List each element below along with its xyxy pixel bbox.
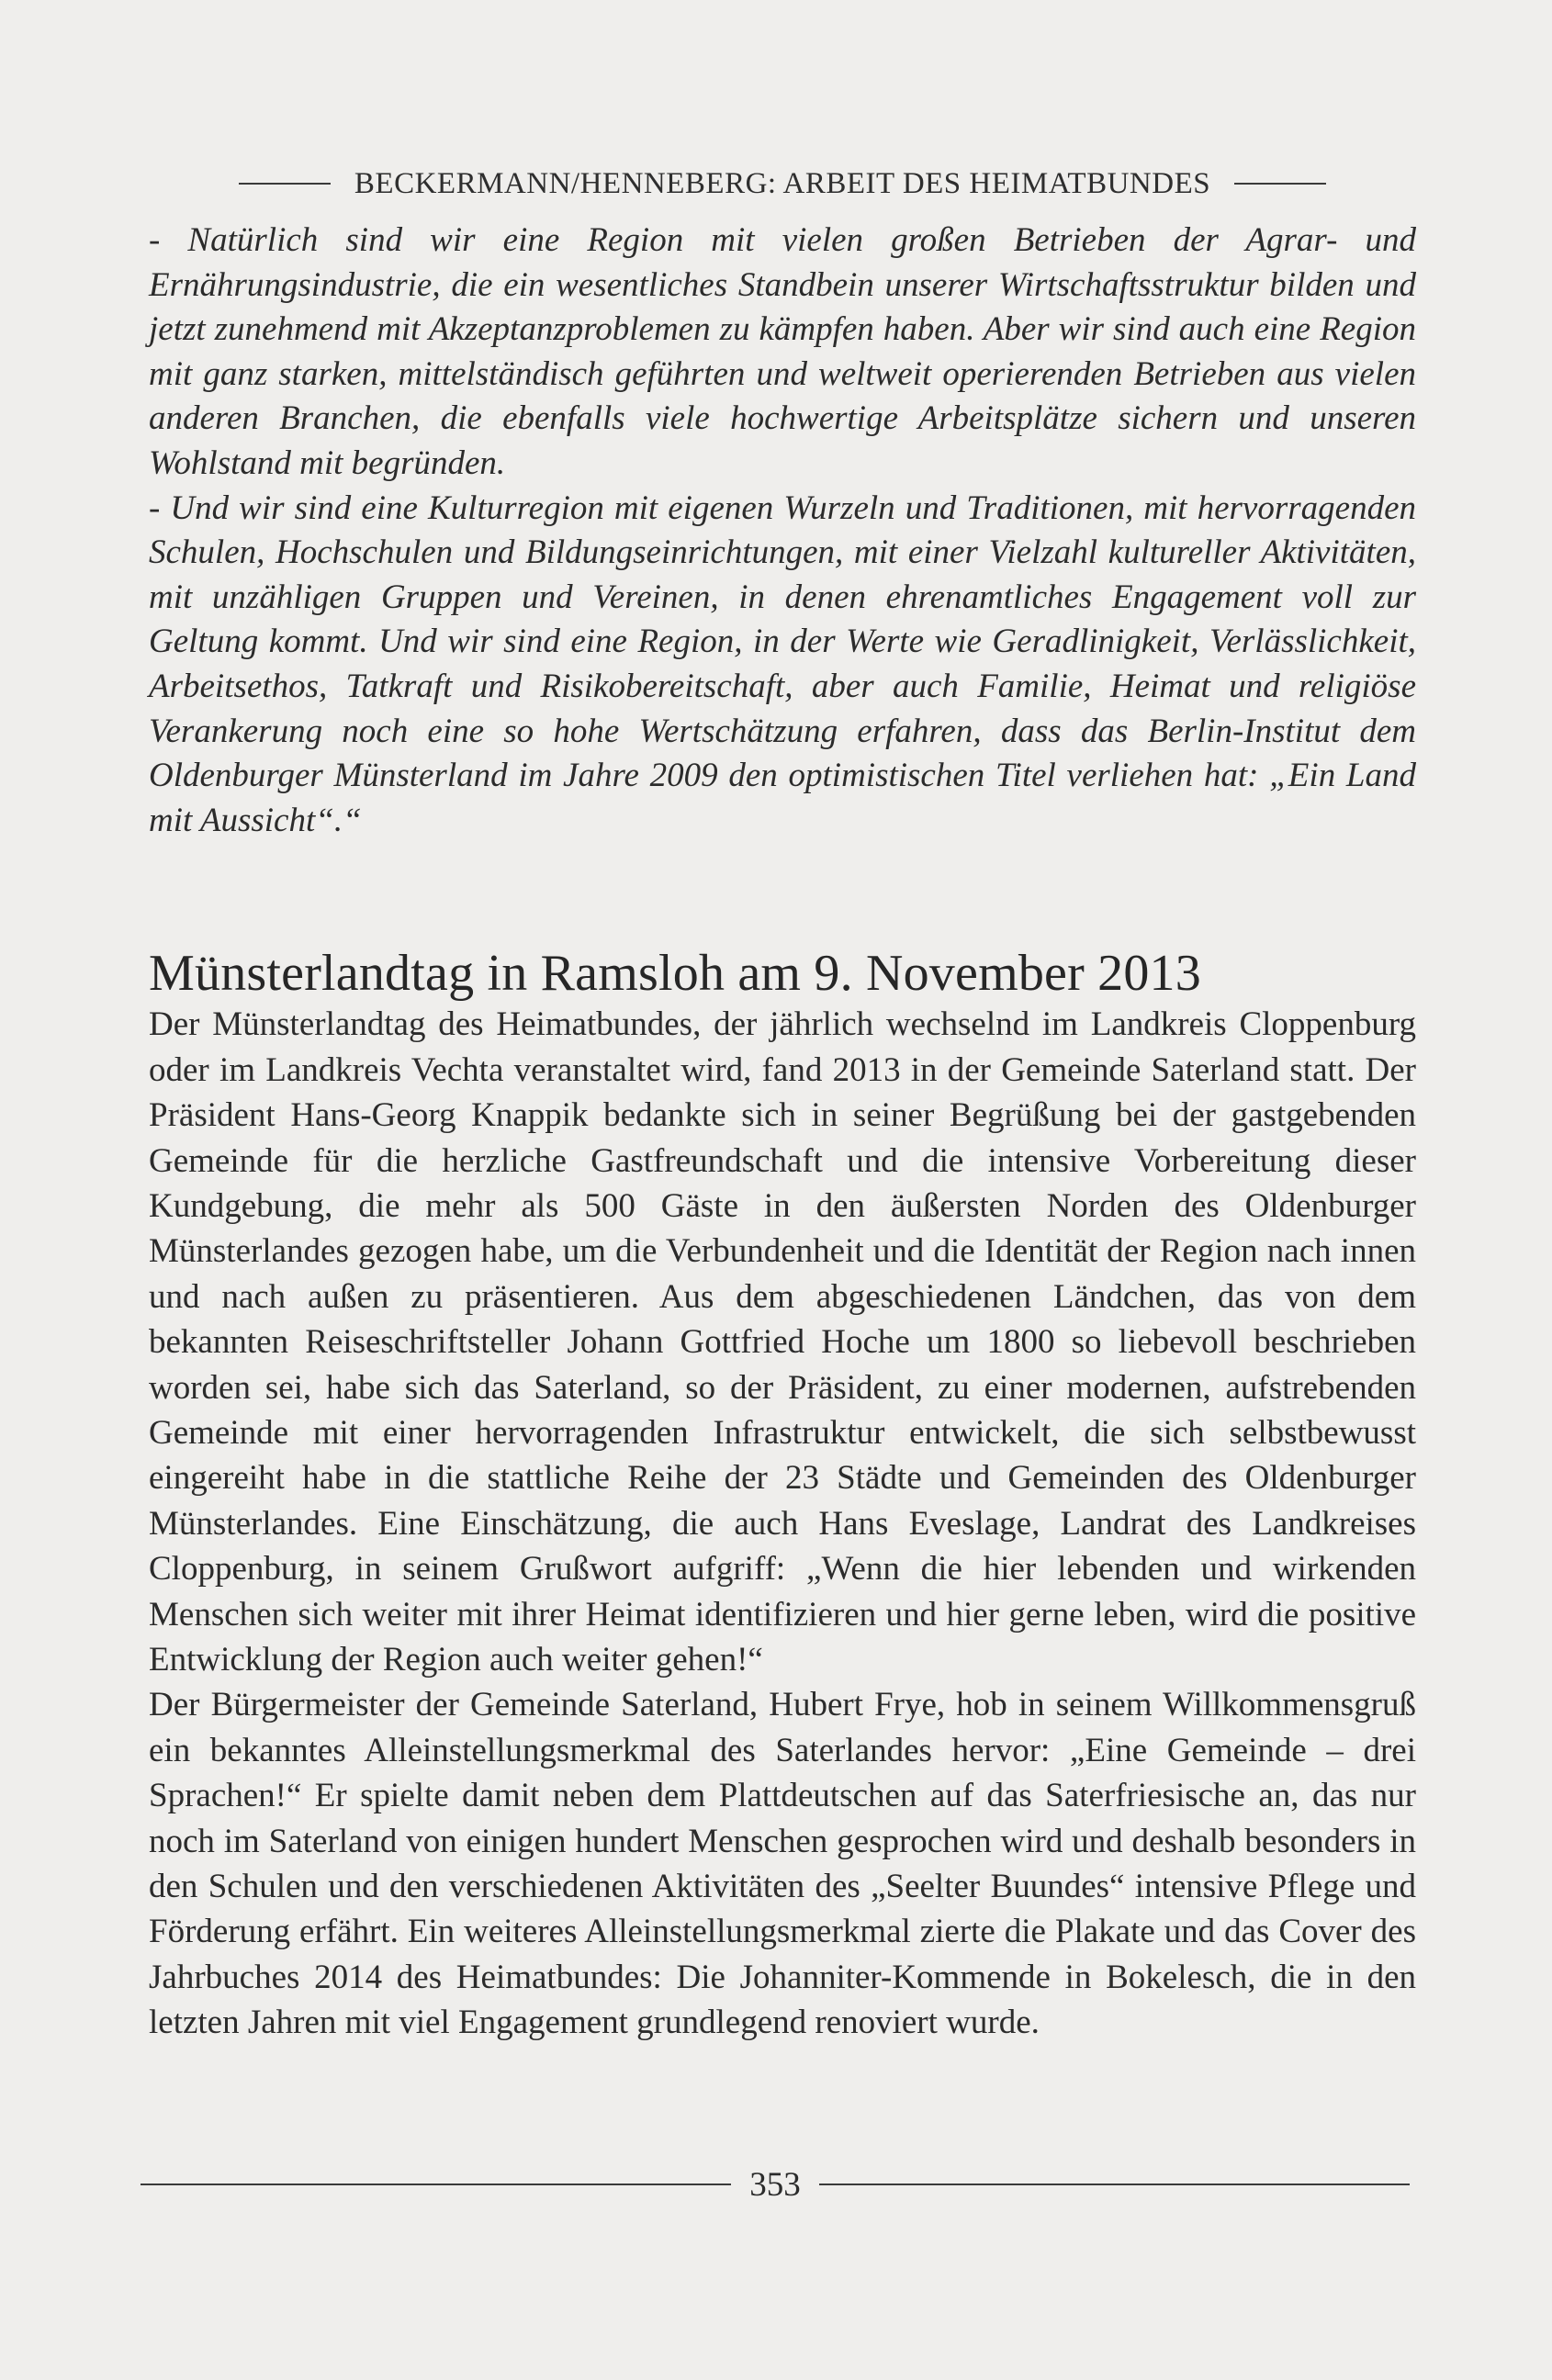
running-header [149, 156, 1416, 211]
section-title: Münsterlandtag in Ramsloh am 9. November 2013 [149, 945, 1201, 1003]
quote-paragraph: - Und wir sind eine Kulturregion mit eigenen Wurzeln und Traditionen, mit hervorragenden Schulen, Hochschulen und Bildungseinrichtungen, mit einer Vielzahl kultureller Aktivitäten, mit unzähligen Gruppen und Vereinen, in denen ehrenamtliches Engagement voll zur Geltung kommt. Und wir sind eine Region, in der Werte wie Geradlinigkeit, Verlässlichkeit, Arbeitsethos, Tatkraft und Risikobereitschaft, aber auch Familie, Heimat und religiöse Verankerung noch eine so hohe Wertschätzung erfahren, dass das Berlin-Institut dem Oldenburger Münsterland im Jahre 2009 den optimistischen Titel verliehen hat: „Ein Land mit Aussicht“.“ [149, 488, 1416, 839]
body-paragraph: Der Bürgermeister der Gemeinde Saterland, Hubert Frye, hob in seinem Willkommensgruß ein bekanntes Alleinstellungsmerkmal des Saterlandes hervor: „Eine Gemeinde – drei Sprachen!“ Er spielte damit neben dem Plattdeutschen auf das Saterfriesische an, das nur noch im Saterland von einigen hundert Menschen gesprochen wird und deshalb besonders in den Schulen und den verschiedenen Aktivitäten des „Seelter Buundes“ intensive Pflege und Förderung erfährt. Ein weiteres Alleinstellungsmerkmal zierte die Plakate und das Cover des Jahrbuches 2014 des Heimatbundes: Die Johanniter-Kommende in Bokelesch, die in den letzten Jahren mit viel Engagement grundlegend renoviert wurde. [149, 1686, 1416, 2042]
page-content [149, 219, 1416, 2046]
running-title: BECKERMANN/HENNEBERG: ARBEIT DES HEIMATBUNDES [354, 166, 1211, 200]
body-paragraph: Der Münsterlandtag des Heimatbundes, der jährlich wechselnd im Landkreis Cloppenburg oder im Landkreis Vechta veranstaltet wird, fand 2013 in der Gemeinde Saterland statt. Der Präsident Hans-Georg Knappik bedankte sich in seiner Begrüßung bei der gastgebenden Gemeinde für die herzliche Gastfreundschaft und die intensive Vorbereitung dieser Kundgebung, die mehr als 500 Gäste in den äußersten Norden des Oldenburger Münsterlandes gezogen habe, um die Verbundenheit und die Identität der Region nach innen und nach außen zu präsentieren. Aus dem abgeschiedenen Ländchen, das von dem bekannten Reiseschriftsteller Johann Gottfried Hoche um 1800 so liebevoll beschrieben worden sei, habe sich das Saterland, so der Präsident, zu einer modernen, aufstrebenden Gemeinde mit einer hervorragenden Infrastruktur entwickelt, die sich selbstbewusst eingereiht habe in die stattliche Reihe der 23 Städte und Gemeinden des Oldenburger Münsterlandes. Eine Einschätzung, die auch Hans Eveslage, Landrat des Landkreises Cloppenburg, in seinem Grußwort aufgriff: „Wenn die hier lebenden und wirkenden Menschen sich weiter mit ihrer Heimat identifizieren und hier gerne leben, wird die positive Entwicklung der Region auch weiter gehen!“ [149, 1005, 1416, 1678]
page-footer [141, 2161, 1410, 2207]
footer-rule-left [141, 2184, 731, 2185]
header-rule-left [239, 183, 331, 185]
header-rule-right [1234, 183, 1326, 185]
page-number: 353 [749, 2165, 801, 2204]
footer-rule-right [819, 2184, 1410, 2185]
quote-block [149, 219, 1416, 843]
quote-paragraph: - Natürlich sind wir eine Region mit vielen großen Betrieben der Agrar- und Ernährungsindustrie, die ein wesentliches Standbein unserer Wirtschaftsstruktur bilden und jetzt zunehmend mit Akzeptanzproblemen zu kämpfen haben. Aber wir sind auch eine Region mit ganz starken, mittelständisch geführten und weltweit operierenden Betrieben aus vielen anderen Branchen, die ebenfalls viele hochwertige Arbeitsplätze sichern und unseren Wohlstand mit begründen. [149, 221, 1416, 482]
section-body [149, 1002, 1416, 2045]
